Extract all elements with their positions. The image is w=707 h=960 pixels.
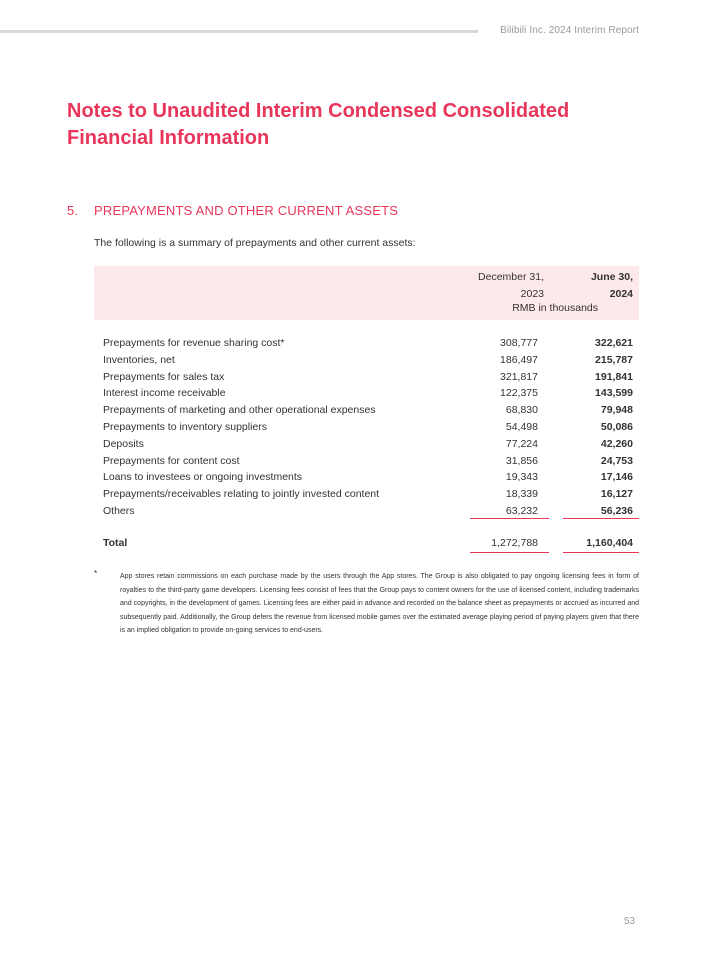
units-label: RMB in thousands [512,302,598,314]
row-label: Deposits [103,437,144,450]
table-row [94,352,639,369]
row-label: Prepayments of marketing and other operational expenses [103,404,376,417]
table-row [94,335,639,352]
value-2023: 63,232 [505,504,538,517]
footnote-text: App stores retain commissions on each purchase made by the users through the App stores. The Group is also obligated to pay ongoing licensing fees in form of royalties to the third-party game developers. Licensing fees consist of fees that the Group pays to content owners for the use of licensed content, including trademarks and copyrights, in the development of games. Licensing fees are either paid in advance and recorded on the balance sheet as prepayments or accrued as incurred and subsequently paid. Additionally, the Group defers the revenue from licensed mobile games over the estimated average playing period of paying players given that there is an implied obligation to provide on-going services to end-users. [120,573,639,635]
value-2024: 16,127 [600,488,633,501]
table-row [94,503,639,520]
value-2023: 321,817 [500,370,538,383]
row-label: Prepayments to inventory suppliers [103,420,267,433]
table-row [94,369,639,386]
column-header-2024-line2: 2024 [609,288,633,300]
value-2023: 122,375 [500,387,538,400]
total-rule-2024 [563,552,639,553]
value-2024: 24,753 [600,454,633,467]
value-2024: 215,787 [595,353,633,366]
page-number: 53 [623,916,635,927]
column-header-2023 [424,269,544,303]
header-rule [0,30,478,33]
row-label: Loans to investees or ongoing investments [103,471,303,484]
value-2023: 308,777 [500,337,538,349]
value-2024: 42,260 [600,437,633,450]
row-label: Prepayments/receivables relating to jointly invested content [103,488,380,501]
value-2024: 17,146 [600,471,633,484]
value-2023: 68,830 [505,404,538,417]
value-2024: 322,621 [595,337,633,349]
intro-text: The following is a summary of prepayments and other current assets: [94,237,416,249]
row-label: Prepayments for revenue sharing cost* [103,337,285,349]
value-2024: 143,599 [595,387,633,400]
page-title: Notes to Unaudited Interim Condensed Consolidated Financial Information [67,100,570,149]
total-label: Total [103,537,128,549]
table-header [94,266,639,320]
footnote-marker: * [94,569,98,578]
value-2023: 19,343 [505,471,538,484]
value-2024: 50,086 [600,420,633,433]
section-title: PREPAYMENTS AND OTHER CURRENT ASSETS [94,203,399,218]
row-label: Inventories, net [103,353,175,366]
row-label: Prepayments for content cost [103,454,240,467]
subtotal-rule-2023 [470,518,549,519]
total-rule-2023 [470,552,549,553]
table-body [94,335,639,520]
total-value-2023: 1,272,788 [491,537,538,549]
value-2023: 18,339 [505,488,538,501]
value-2024: 79,948 [600,404,633,417]
row-label: Prepayments for sales tax [103,370,225,383]
row-label: Others [103,504,135,517]
value-2023: 186,497 [500,353,538,366]
total-value-2024: 1,160,404 [586,537,633,549]
value-2024: 56,236 [600,504,633,517]
subtotal-rule-2024 [563,518,639,519]
column-header-2023-line2: 2023 [520,288,544,300]
table-row [94,469,639,486]
table-row [94,453,639,470]
report-header: Bilibili Inc. 2024 Interim Report [500,25,639,36]
table-row [94,436,639,453]
value-2023: 31,856 [505,454,538,467]
value-2023: 54,498 [505,420,538,433]
table-row [94,486,639,503]
row-label: Interest income receivable [103,387,226,400]
section-number: 5. [67,203,79,218]
total-row [94,535,639,551]
value-2023: 77,224 [505,437,538,450]
value-2024: 191,841 [595,370,633,383]
column-header-2024-line1: June 30, [590,271,633,283]
table-row [94,419,639,436]
column-header-2023-line1: December 31, [478,271,544,283]
table-row [94,385,639,402]
table-row [94,402,639,419]
column-header-2024 [543,269,633,303]
section-heading [67,203,398,218]
